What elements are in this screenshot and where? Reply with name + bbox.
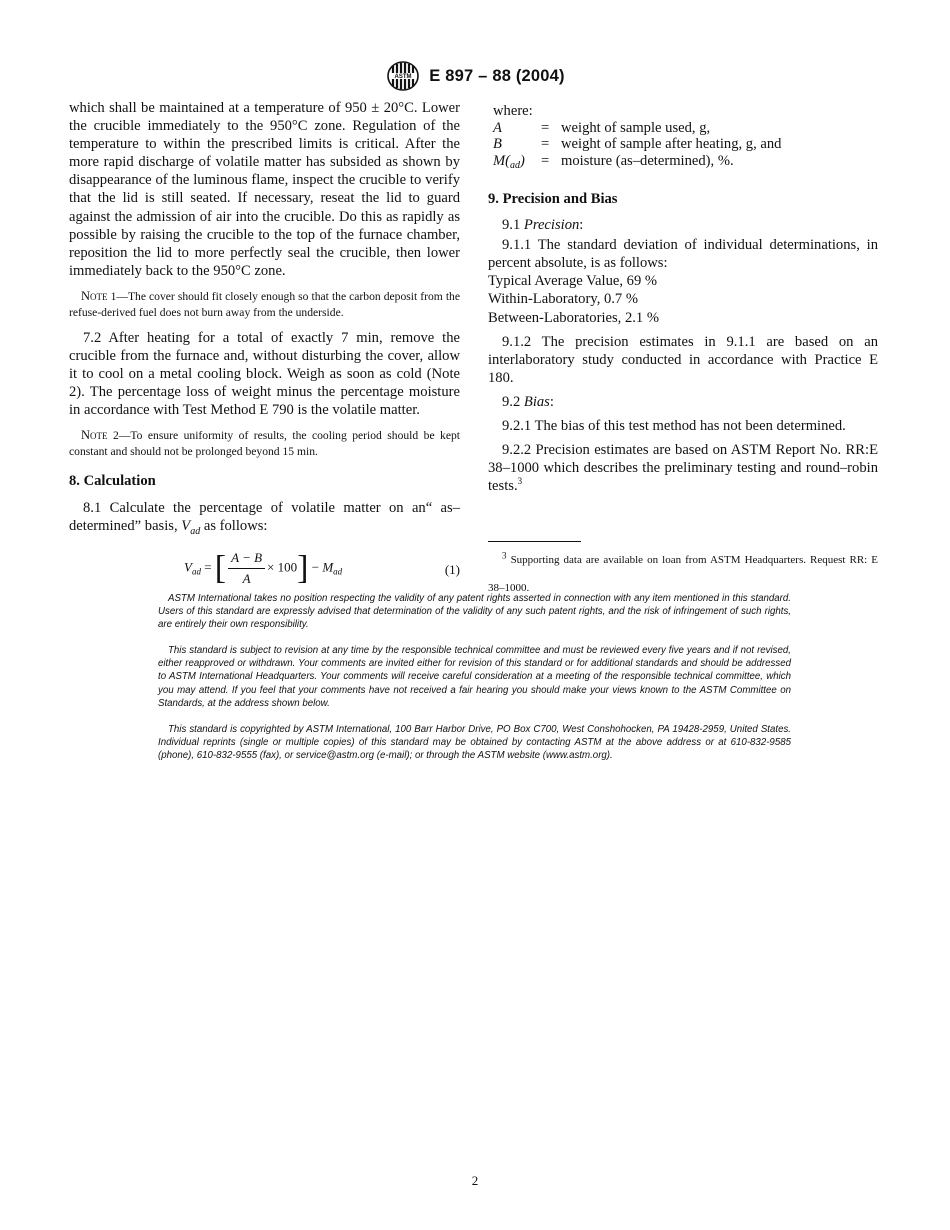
where-row-m: $M(_{ad})$ = moisture (as–determined), %. (493, 152, 734, 171)
disclaimers (158, 592, 791, 775)
paragraph-9-2-2: 9.2.2 Precision estimates are based on ASTM Report No. RR:E 38–1000 which describes the preliminary testing and round–robin tests.$^3$ (488, 442, 878, 495)
paragraph-8-1: 8.1 Calculate the percentage of volatile matter on an“ as–determined” basis, $V_{ad}$ as follows: (69, 499, 460, 537)
footnote-3: $^3$ Supporting data are available on loan from ASTM Headquarters. Request RR: E 38–1000. (488, 550, 879, 595)
svg-text:ASTM: ASTM (394, 74, 412, 81)
section-8-heading: 8. Calculation (69, 473, 156, 490)
paragraph-9-2: 9.2 Bias: (502, 393, 554, 410)
equation-body: $V_{ad}$ = [ $\frac{A - B}{A}$ × $100] - M_{ad}$ (184, 549, 343, 587)
section-9-heading: 9. Precision and Bias (488, 191, 618, 207)
paragraph-9-1-2: 9.1.2 The precision estimates in 9.1.1 are based on an interlaboratory study conducted in accordance with Practice E 180. (488, 333, 878, 386)
paragraph-7-1-cont: which shall be maintained at a temperature of 950 ± 20°C. Lower the crucible immediately to the 950°C zone. Regulation of the temperature to within the prescribed limits is critical. After the more rapid discharge of volatile matter has subsided as shown by disappearance of the luminous flame, inspect the crucible to verify that the lid is still seated. If necessary, reseat the lid to guard against the admission of air into the crucible. Do this as rapidly as possible by raising the crucible to the top of the furnace chamber, reposition the lid to more perfectly seal the crucible, then lower immediately back to the 950°C zone. (69, 100, 460, 279)
where-block (488, 103, 878, 174)
paragraph-7-2: 7.2 After heating for a total of exactly 7 min, remove the crucible from the furnace and, without disturbing the cover, allow it to cool on a metal cooling block. Weigh as soon as cold (Note 2). The percentage loss of weight minus the percentage moisture in accordance with Test Method E 790 is the volatile matter. (69, 329, 460, 419)
revision-notice: This standard is subject to revision at any time by the responsible technical committee and must be reviewed every five years and if not revised, either reapproved or withdrawn. Your comments are invited either for revision of this standard or for additional standards and should be addressed to ASTM International Headquarters. Your comments will receive careful consideration at a meeting of the responsible technical committee, which you may attend. If you feel that your comments have not received a fair hearing you should make your views known to the ASTM Committee on Standards, at the address shown below. (158, 645, 791, 709)
designation: E 897 – 88 (2004) (429, 66, 565, 85)
where-row-b: B = weight of sample after heating, g, and (493, 136, 782, 152)
equation-number: (1) (444, 561, 460, 577)
astm-logo-icon (385, 60, 421, 92)
paragraph-9-1: 9.1 Precision: (502, 217, 584, 234)
typical-average-value: Typical Average Value, 69 % (488, 273, 658, 290)
where-label: where: (493, 103, 533, 119)
right-column (488, 103, 878, 602)
note-2: Note 2—To ensure uniformity of results, the cooling period should be kept constant and should not be prolonged beyond 15 min. (69, 428, 460, 459)
left-column (69, 99, 460, 595)
paragraph-9-2-1: 9.2.1 The bias of this test method has not been determined. (502, 418, 846, 435)
within-laboratory: Within-Laboratory, 0.7 % (488, 291, 639, 308)
footnote-rule (488, 541, 581, 542)
paragraph-9-1-1: 9.1.1 The standard deviation of individual determinations, in percent absolute, is as follows: (488, 237, 878, 272)
page-number: 2 (471, 1173, 479, 1188)
equation-1 (69, 545, 460, 595)
copyright-notice: This standard is copyrighted by ASTM International, 100 Barr Harbor Drive, PO Box C700, West Conshohocken, PA 19428-2959, United States. Individual reprints (single or multiple copies) of this standard may be obtained by contacting ASTM at the above address or at 610-832-9585 (phone), 610-832-9555 (fax), or service@astm.org (e-mail); or through the ASTM website (www.astm.org). (158, 723, 791, 761)
between-laboratories: Between-Laboratories, 2.1 % (488, 309, 660, 326)
where-row-a: A = weight of sample used, g, (493, 119, 711, 136)
page-header (0, 60, 950, 92)
patent-disclaimer: ASTM International takes no position respecting the validity of any patent rights asserted in connection with any item mentioned in this standard. Users of this standard are expressly advised that determination of the validity of any such patent rights, and the risk of infringement of such rights, are entirely their own responsibility. (158, 593, 791, 631)
note-1: Note 1—The cover should fit closely enough so that the carbon deposit from the refuse-derived fuel does not burn away from the underside. (69, 288, 460, 319)
